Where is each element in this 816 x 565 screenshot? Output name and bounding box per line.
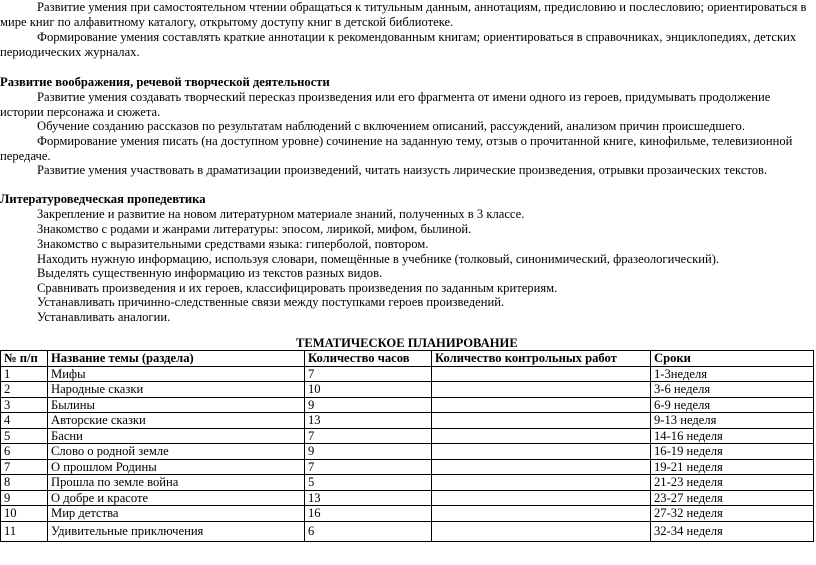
cell-dates: 9-13 неделя bbox=[651, 413, 814, 429]
cell-dates: 14-16 неделя bbox=[651, 428, 814, 444]
cell-tests bbox=[432, 459, 651, 475]
cell-number: 1 bbox=[1, 366, 48, 382]
cell-number: 9 bbox=[1, 490, 48, 506]
cell-number: 7 bbox=[1, 459, 48, 475]
cell-dates: 32-34 неделя bbox=[651, 521, 814, 541]
header-number: № п/п bbox=[1, 351, 48, 367]
cell-hours: 9 bbox=[305, 397, 432, 413]
cell-topic: О добре и красоте bbox=[48, 490, 305, 506]
table-title: ТЕМАТИЧЕСКОЕ ПЛАНИРОВАНИЕ bbox=[296, 336, 518, 350]
header-dates: Сроки bbox=[651, 351, 814, 367]
cell-hours: 7 bbox=[305, 428, 432, 444]
table-row bbox=[1, 521, 814, 541]
cell-hours: 6 bbox=[305, 521, 432, 541]
list-line: Находить нужную информацию, используя словари, помещённые в учебнике (толковый, синонимический, фразеологический). bbox=[37, 252, 720, 266]
paragraph: Развитие умения создавать творческий пересказ произведения или его фрагмента от имени одного из героев, придумывать продолжение истории персонажа и сюжета. bbox=[0, 90, 771, 120]
section-heading: Развитие воображения, речевой творческой деятельности bbox=[0, 75, 330, 89]
cell-dates: 16-19 неделя bbox=[651, 444, 814, 460]
table-row bbox=[1, 459, 814, 475]
header-topic: Название темы (раздела) bbox=[48, 351, 305, 367]
section-heading: Литературоведческая пропедевтика bbox=[0, 192, 206, 206]
cell-dates: 23-27 неделя bbox=[651, 490, 814, 506]
list-line: Устанавливать аналогии. bbox=[37, 310, 171, 324]
cell-number: 2 bbox=[1, 382, 48, 398]
cell-dates: 6-9 неделя bbox=[651, 397, 814, 413]
paragraph: Обучение созданию рассказов по результатам наблюдений с включением описаний, рассуждений, анализом причин происшедшего. bbox=[37, 119, 745, 133]
paragraph: Формирование умения составлять краткие аннотации к рекомендованным книгам; ориентироваться в справочниках, энциклопедиях, детских периодических журналах. bbox=[0, 30, 797, 60]
cell-topic: Удивительные приключения bbox=[48, 521, 305, 541]
list-line: Выделять существенную информацию из текстов разных видов. bbox=[37, 266, 383, 280]
cell-tests bbox=[432, 521, 651, 541]
cell-number: 4 bbox=[1, 413, 48, 429]
cell-tests bbox=[432, 506, 651, 522]
table-row bbox=[1, 397, 814, 413]
table-row bbox=[1, 444, 814, 460]
thematic-plan-table bbox=[0, 350, 814, 542]
cell-number: 5 bbox=[1, 428, 48, 444]
list-line: Знакомство с выразительными средствами языка: гиперболой, повтором. bbox=[37, 237, 429, 251]
cell-number: 11 bbox=[1, 521, 48, 541]
cell-number: 3 bbox=[1, 397, 48, 413]
table-row bbox=[1, 413, 814, 429]
cell-topic: Авторские сказки bbox=[48, 413, 305, 429]
table-row bbox=[1, 506, 814, 522]
cell-topic: Мир детства bbox=[48, 506, 305, 522]
table-row bbox=[1, 475, 814, 491]
cell-topic: Былины bbox=[48, 397, 305, 413]
cell-topic: Басни bbox=[48, 428, 305, 444]
list-line: Знакомство с родами и жанрами литературы: эпосом, лирикой, мифом, былиной. bbox=[37, 222, 472, 236]
table-row bbox=[1, 490, 814, 506]
cell-dates: 19-21 неделя bbox=[651, 459, 814, 475]
cell-dates: 27-32 неделя bbox=[651, 506, 814, 522]
cell-dates: 3-6 неделя bbox=[651, 382, 814, 398]
cell-tests bbox=[432, 366, 651, 382]
cell-hours: 7 bbox=[305, 459, 432, 475]
cell-number: 8 bbox=[1, 475, 48, 491]
cell-topic: Прошла по земле война bbox=[48, 475, 305, 491]
cell-tests bbox=[432, 490, 651, 506]
cell-dates: 21-23 неделя bbox=[651, 475, 814, 491]
table-row bbox=[1, 382, 814, 398]
cell-topic: Слово о родной земле bbox=[48, 444, 305, 460]
cell-hours: 16 bbox=[305, 506, 432, 522]
cell-number: 10 bbox=[1, 506, 48, 522]
cell-hours: 9 bbox=[305, 444, 432, 460]
list-line: Устанавливать причинно-следственные связи между поступками героев произведений. bbox=[37, 295, 505, 309]
cell-hours: 7 bbox=[305, 366, 432, 382]
paragraph: Формирование умения писать (на доступном уровне) сочинение на заданную тему, отзыв о прочитанной книге, кинофильме, телевизионной передаче. bbox=[0, 134, 793, 164]
header-hours: Количество часов bbox=[305, 351, 432, 367]
list-line: Закрепление и развитие на новом литературном материале знаний, полученных в 3 классе. bbox=[37, 207, 525, 221]
cell-hours: 13 bbox=[305, 413, 432, 429]
table-header-row bbox=[1, 351, 814, 367]
cell-tests bbox=[432, 475, 651, 491]
cell-tests bbox=[432, 444, 651, 460]
paragraph: Развитие умения участвовать в драматизации произведений, читать наизусть лирические произведения, отрывки прозаических текстов. bbox=[37, 163, 768, 177]
cell-tests bbox=[432, 397, 651, 413]
paragraph: Развитие умения при самостоятельном чтении обращаться к титульным данным, аннотациям, предисловию и послесловию; ориентироваться в мире книг по алфавитному каталогу, открытому доступу книг в детской библиотеке. bbox=[0, 0, 807, 30]
cell-dates: 1-3неделя bbox=[651, 366, 814, 382]
header-tests: Количество контрольных работ bbox=[432, 351, 651, 367]
cell-topic: О прошлом Родины bbox=[48, 459, 305, 475]
cell-topic: Народные сказки bbox=[48, 382, 305, 398]
cell-tests bbox=[432, 428, 651, 444]
cell-tests bbox=[432, 382, 651, 398]
cell-hours: 13 bbox=[305, 490, 432, 506]
cell-tests bbox=[432, 413, 651, 429]
cell-number: 6 bbox=[1, 444, 48, 460]
table-row bbox=[1, 366, 814, 382]
cell-hours: 5 bbox=[305, 475, 432, 491]
table-row bbox=[1, 428, 814, 444]
cell-hours: 10 bbox=[305, 382, 432, 398]
list-line: Сравнивать произведения и их героев, классифицировать произведения по заданным критериям. bbox=[37, 281, 558, 295]
cell-topic: Мифы bbox=[48, 366, 305, 382]
